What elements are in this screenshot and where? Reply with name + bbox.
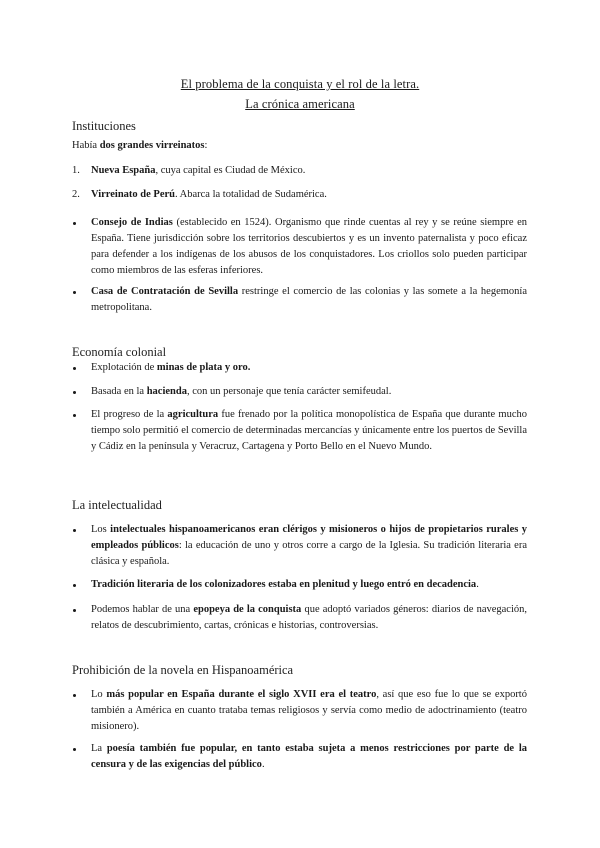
section-heading-prohibicion: Prohibición de la novela en Hispanoamérica (72, 663, 294, 677)
item-text-pre: El progreso de la (91, 409, 168, 420)
item-text: fue frenado por la política monopolística de España que durante mucho tiempo solo permitió el comercio de determinadas mercancías y únicamente entre los puertos de Sevilla y Cádiz en la península y Veracruz, Cartagena y Porto Bello en el Nuevo Mundo. (91, 409, 528, 452)
bullet-item (91, 360, 527, 376)
bullet-item (91, 602, 527, 634)
item-text: . (476, 579, 479, 590)
item-bold: hacienda (146, 386, 187, 397)
item-text: . Abarca la totalidad de Sudamérica. (174, 189, 327, 200)
section-intro (72, 138, 528, 154)
bullet-icon (73, 222, 76, 225)
list-number: 1. (72, 165, 80, 176)
bullet-item (91, 687, 527, 735)
bullet-icon (73, 529, 76, 532)
bullet-item (91, 577, 527, 593)
item-text: : la educación de uno y otros corre a cargo de la Iglesia. Su tradición literaria era clásica y española. (91, 540, 527, 567)
bullet-icon (73, 584, 76, 587)
numbered-item (72, 163, 527, 179)
bullet-icon (73, 694, 76, 697)
item-bold: intelectuales hispanoamericanos eran clérigos y misioneros o hijos de propietarios rurales y empleados públicos (91, 524, 528, 551)
bullet-item (91, 384, 527, 400)
item-bold: Casa de Contratación de Sevilla (91, 286, 239, 297)
item-bold: agricultura (167, 409, 219, 420)
item-bold: Virreinato de Perú (91, 189, 175, 200)
item-text-pre: Explotación de (91, 362, 157, 373)
bullet-icon (73, 291, 76, 294)
intro-text-pre: Había (72, 140, 100, 151)
item-text-pre: Basada en la (91, 386, 147, 397)
bullet-icon (73, 748, 76, 751)
item-text-pre: Los (91, 524, 111, 535)
item-text-pre: Lo (91, 689, 107, 700)
item-text: (establecido en 1524). Organismo que rinde cuentas al rey y se reúne siempre en España. Tiene jurisdicción sobre los territorios descubiertos y es un invento paternalista y poco eficaz para defender a los indígenas de los abusos de los conquistadores. Los criollos solo pueden participar como miembros de las esferas inferiores. (91, 217, 528, 276)
bullet-item (91, 284, 527, 316)
section-heading-intelectualidad: La intelectualidad (72, 498, 162, 512)
item-bold: Tradición literaria de los colonizadores estaba en plenitud y luego entró en decadencia (91, 579, 477, 590)
item-bold: más popular en España durante el siglo XVII era el teatro (106, 689, 377, 700)
intro-text-bold: dos grandes virreinatos (99, 140, 205, 151)
bullet-item (91, 741, 527, 773)
item-text: , cuya capital es Ciudad de México. (155, 165, 306, 176)
section-heading-economia: Economía colonial (72, 345, 167, 359)
numbered-item (72, 187, 527, 203)
document-subtitle: La crónica americana (245, 97, 355, 111)
item-bold: epopeya de la conquista (193, 604, 302, 615)
item-text: , así que eso fue lo que se exportó también a América en cuanto trataba temas religiosos y servía como medio de adoctrinamiento (teatro misionero). (91, 689, 527, 732)
bullet-icon (73, 414, 76, 417)
item-text: que adoptó variados géneros: diarios de navegación, relatos de descubrimiento, cartas, crónicas e historias, controversias. (91, 604, 527, 631)
bullet-icon (73, 391, 76, 394)
list-number: 2. (72, 189, 80, 200)
bullet-item (91, 407, 527, 455)
item-text: . (261, 759, 265, 770)
intro-text-post: : (204, 140, 208, 151)
section-heading-instituciones: Instituciones (72, 119, 136, 133)
item-bold: Nueva España (91, 165, 156, 176)
item-text-pre: La (91, 743, 107, 754)
bullet-item (91, 522, 527, 570)
item-bold: poesía también fue popular, en tanto estaba sujeta a menos restricciones por parte de la censura y de las exigencias del público (91, 743, 528, 770)
item-text-pre: Podemos hablar de una (91, 604, 194, 615)
item-bold: Consejo de Indias (91, 217, 173, 228)
item-bold: minas de plata y oro. (156, 362, 251, 373)
bullet-icon (73, 609, 76, 612)
document-title: El problema de la conquista y el rol de la letra. (180, 77, 420, 91)
item-text: restringe el comercio de las colonias y las somete a la hegemonía metropolitana. (91, 286, 527, 313)
item-text: , con un personaje que tenía carácter semifeudal. (186, 386, 392, 397)
bullet-icon (73, 367, 76, 370)
bullet-item (91, 215, 527, 279)
